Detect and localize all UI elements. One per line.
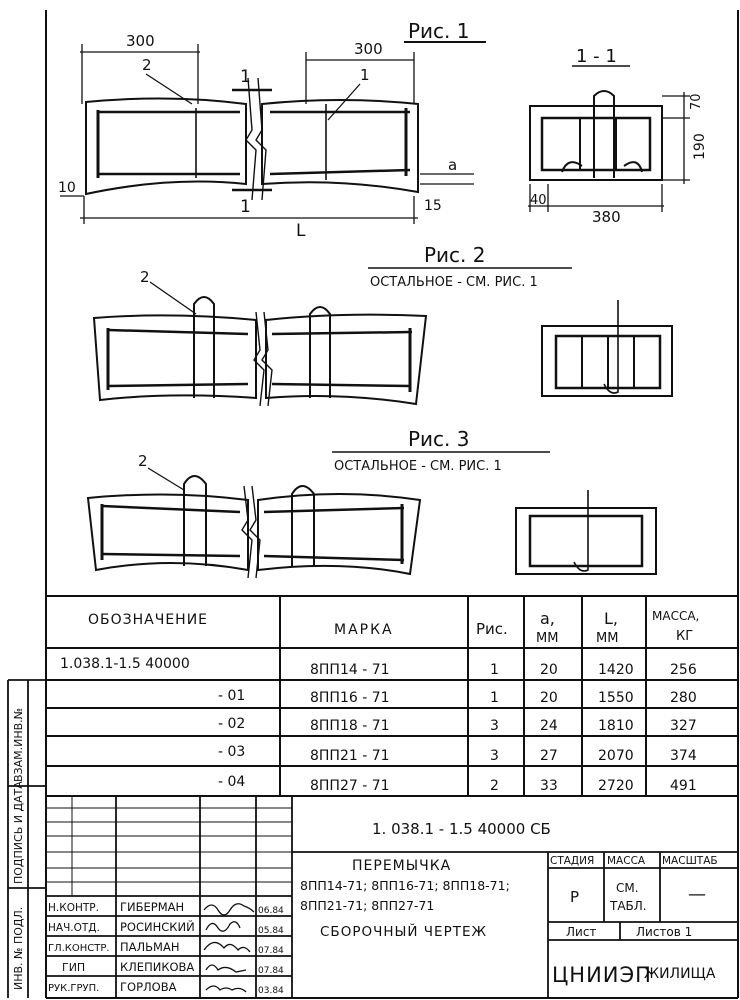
fig1-dimensions [60, 44, 474, 224]
staff-name: ГОРЛОВА [120, 980, 177, 994]
row-mark: 8ПП14 - 71 [310, 662, 390, 678]
spec-header-fig: Рис. [476, 620, 508, 638]
staff-date: 05.84 [258, 926, 284, 936]
row-fig: 2 [490, 778, 499, 794]
staff-role: Н.КОНТР. [48, 902, 99, 914]
row-mass: 491 [670, 778, 697, 794]
row-mark: 8ПП27 - 71 [310, 778, 390, 794]
spec-header-a: a, [540, 609, 555, 628]
fig3-pos-2: 2 [138, 452, 148, 470]
row-mass: 374 [670, 748, 697, 764]
spec-header-L: L, [604, 609, 618, 628]
table-row [48, 940, 284, 956]
row-fig: 1 [490, 690, 499, 706]
fig2-pos-2: 2 [140, 268, 150, 286]
row-L: 2070 [598, 748, 634, 764]
staff-role: НАЧ.ОТД. [48, 922, 100, 934]
staff-date: 03.84 [258, 986, 284, 996]
fig1-dim-10: 10 [58, 180, 76, 196]
row-a: 20 [540, 662, 558, 678]
spec-header-designation: ОБОЗНАЧЕНИЕ [88, 612, 209, 628]
section-dim-70: 70 [689, 93, 704, 110]
staff-role: РУК.ГРУП. [48, 983, 100, 994]
mass-value-line2: ТАБЛ. [610, 899, 647, 913]
table-row [218, 744, 697, 764]
mass-header: МАССА [607, 855, 646, 867]
row-mass: 256 [670, 662, 697, 678]
table-row [60, 656, 697, 678]
mass-value-line1: СМ. [616, 881, 639, 895]
row-L: 1550 [598, 690, 634, 706]
signature-marks [204, 904, 254, 992]
table-row [218, 716, 697, 734]
staff-rows [48, 900, 284, 996]
sheet-frame [46, 10, 738, 998]
fig1-cut-bottom: 1 [240, 197, 251, 217]
row-designation: - 04 [218, 774, 246, 790]
row-mark: 8ПП18 - 71 [310, 718, 390, 734]
side-label-inv-orig: ИНВ. № ПОДЛ. [12, 906, 25, 990]
fig1-cut-top: 1 [240, 67, 251, 87]
row-mark: 8ПП21 - 71 [310, 748, 390, 764]
doc-type: СБОРОЧНЫЙ ЧЕРТЕЖ [320, 924, 488, 940]
staff-name: РОСИНСКИЙ [120, 920, 195, 934]
sheets-label: Листов 1 [636, 925, 693, 939]
fig2-section [542, 300, 672, 396]
title-name-line1: ПЕРЕМЫЧКА [352, 858, 452, 874]
row-a: 20 [540, 690, 558, 706]
fig1-title: Рис. 1 [408, 19, 470, 43]
fig1-dim-300-left: 300 [126, 32, 155, 50]
sheet-label: Лист [566, 925, 597, 939]
fig2-beam [94, 282, 426, 406]
spec-rows [60, 656, 697, 794]
row-mass: 327 [670, 718, 697, 734]
fig3-note: ОСТАЛЬНОЕ - СМ. РИС. 1 [334, 459, 502, 474]
fig1-dim-a: a [448, 156, 458, 174]
table-row [48, 919, 284, 936]
row-mark: 8ПП16 - 71 [310, 690, 390, 706]
row-fig: 3 [490, 718, 499, 734]
spec-header-a-unit: ММ [536, 631, 559, 646]
stage-value: Р [570, 888, 580, 906]
org-logo: ЦНИИЭП [552, 963, 652, 987]
stage-header: СТАДИЯ [550, 855, 595, 867]
fig3-beam [88, 468, 420, 578]
title-name-line3: 8ПП21-71; 8ПП27-71 [300, 898, 435, 913]
fig1-beam [86, 78, 418, 200]
row-designation: - 02 [218, 716, 246, 732]
table-row [62, 960, 284, 976]
row-designation: - 03 [218, 744, 246, 760]
fig1-title-group [404, 19, 486, 43]
staff-role: ГИП [62, 961, 86, 974]
table-row [218, 774, 697, 794]
spec-header-mass: МАССА, [652, 609, 700, 623]
scale-value: — [688, 884, 706, 905]
title-name-line2: 8ПП14-71; 8ПП16-71; 8ПП18-71; [300, 878, 510, 893]
fig1-pos-2: 2 [142, 56, 152, 74]
section-dimensions [528, 92, 690, 212]
staff-date: 07.84 [258, 946, 284, 956]
org-name: ЖИЛИЩА [644, 966, 716, 982]
row-designation: 1.038.1-1.5 40000 [60, 656, 190, 672]
doc-code: 1. 038.1 - 1.5 40000 СБ [372, 820, 551, 838]
row-fig: 1 [490, 662, 499, 678]
table-row [48, 980, 284, 996]
fig2-title: Рис. 2 [424, 243, 486, 267]
side-label-inv-replace: ВЗАМ.ИНВ.№ [12, 707, 25, 782]
fig1-dim-15: 15 [424, 198, 442, 214]
side-label-sign-date: ПОДПИСЬ И ДАТА [12, 781, 25, 884]
scale-header: МАСШТАБ [662, 855, 718, 867]
section-dim-40: 40 [530, 193, 547, 208]
fig3-section [516, 490, 656, 574]
staff-name: ГИБЕРМАН [120, 900, 185, 914]
table-row [218, 688, 697, 706]
row-mass: 280 [670, 690, 697, 706]
spec-header-mark: МАРКА [334, 622, 394, 638]
row-L: 2720 [598, 778, 634, 794]
staff-name: ПАЛЬМАН [120, 940, 180, 954]
section-dim-190: 190 [692, 133, 708, 160]
staff-date: 06.84 [258, 906, 284, 916]
row-a: 33 [540, 778, 558, 794]
section-label: 1 - 1 [576, 46, 617, 67]
row-designation: - 01 [218, 688, 246, 704]
row-L: 1420 [598, 662, 634, 678]
staff-name: КЛЕПИКОВА [120, 960, 195, 974]
section-dim-380: 380 [592, 208, 621, 226]
fig1-pos-1: 1 [360, 66, 370, 84]
spec-header-L-unit: ММ [596, 631, 619, 646]
fig2-note: ОСТАЛЬНОЕ - СМ. РИС. 1 [370, 275, 538, 290]
staff-role: ГЛ.КОНСТР. [48, 943, 110, 954]
row-L: 1810 [598, 718, 634, 734]
section-1-1 [530, 91, 662, 180]
fig1-dim-300-right: 300 [354, 40, 383, 58]
row-fig: 3 [490, 748, 499, 764]
fig1-dim-L: L [296, 221, 306, 241]
row-a: 27 [540, 748, 558, 764]
row-a: 24 [540, 718, 558, 734]
staff-date: 07.84 [258, 966, 284, 976]
spec-header-mass-unit: КГ [676, 629, 694, 644]
fig3-title: Рис. 3 [408, 427, 470, 451]
